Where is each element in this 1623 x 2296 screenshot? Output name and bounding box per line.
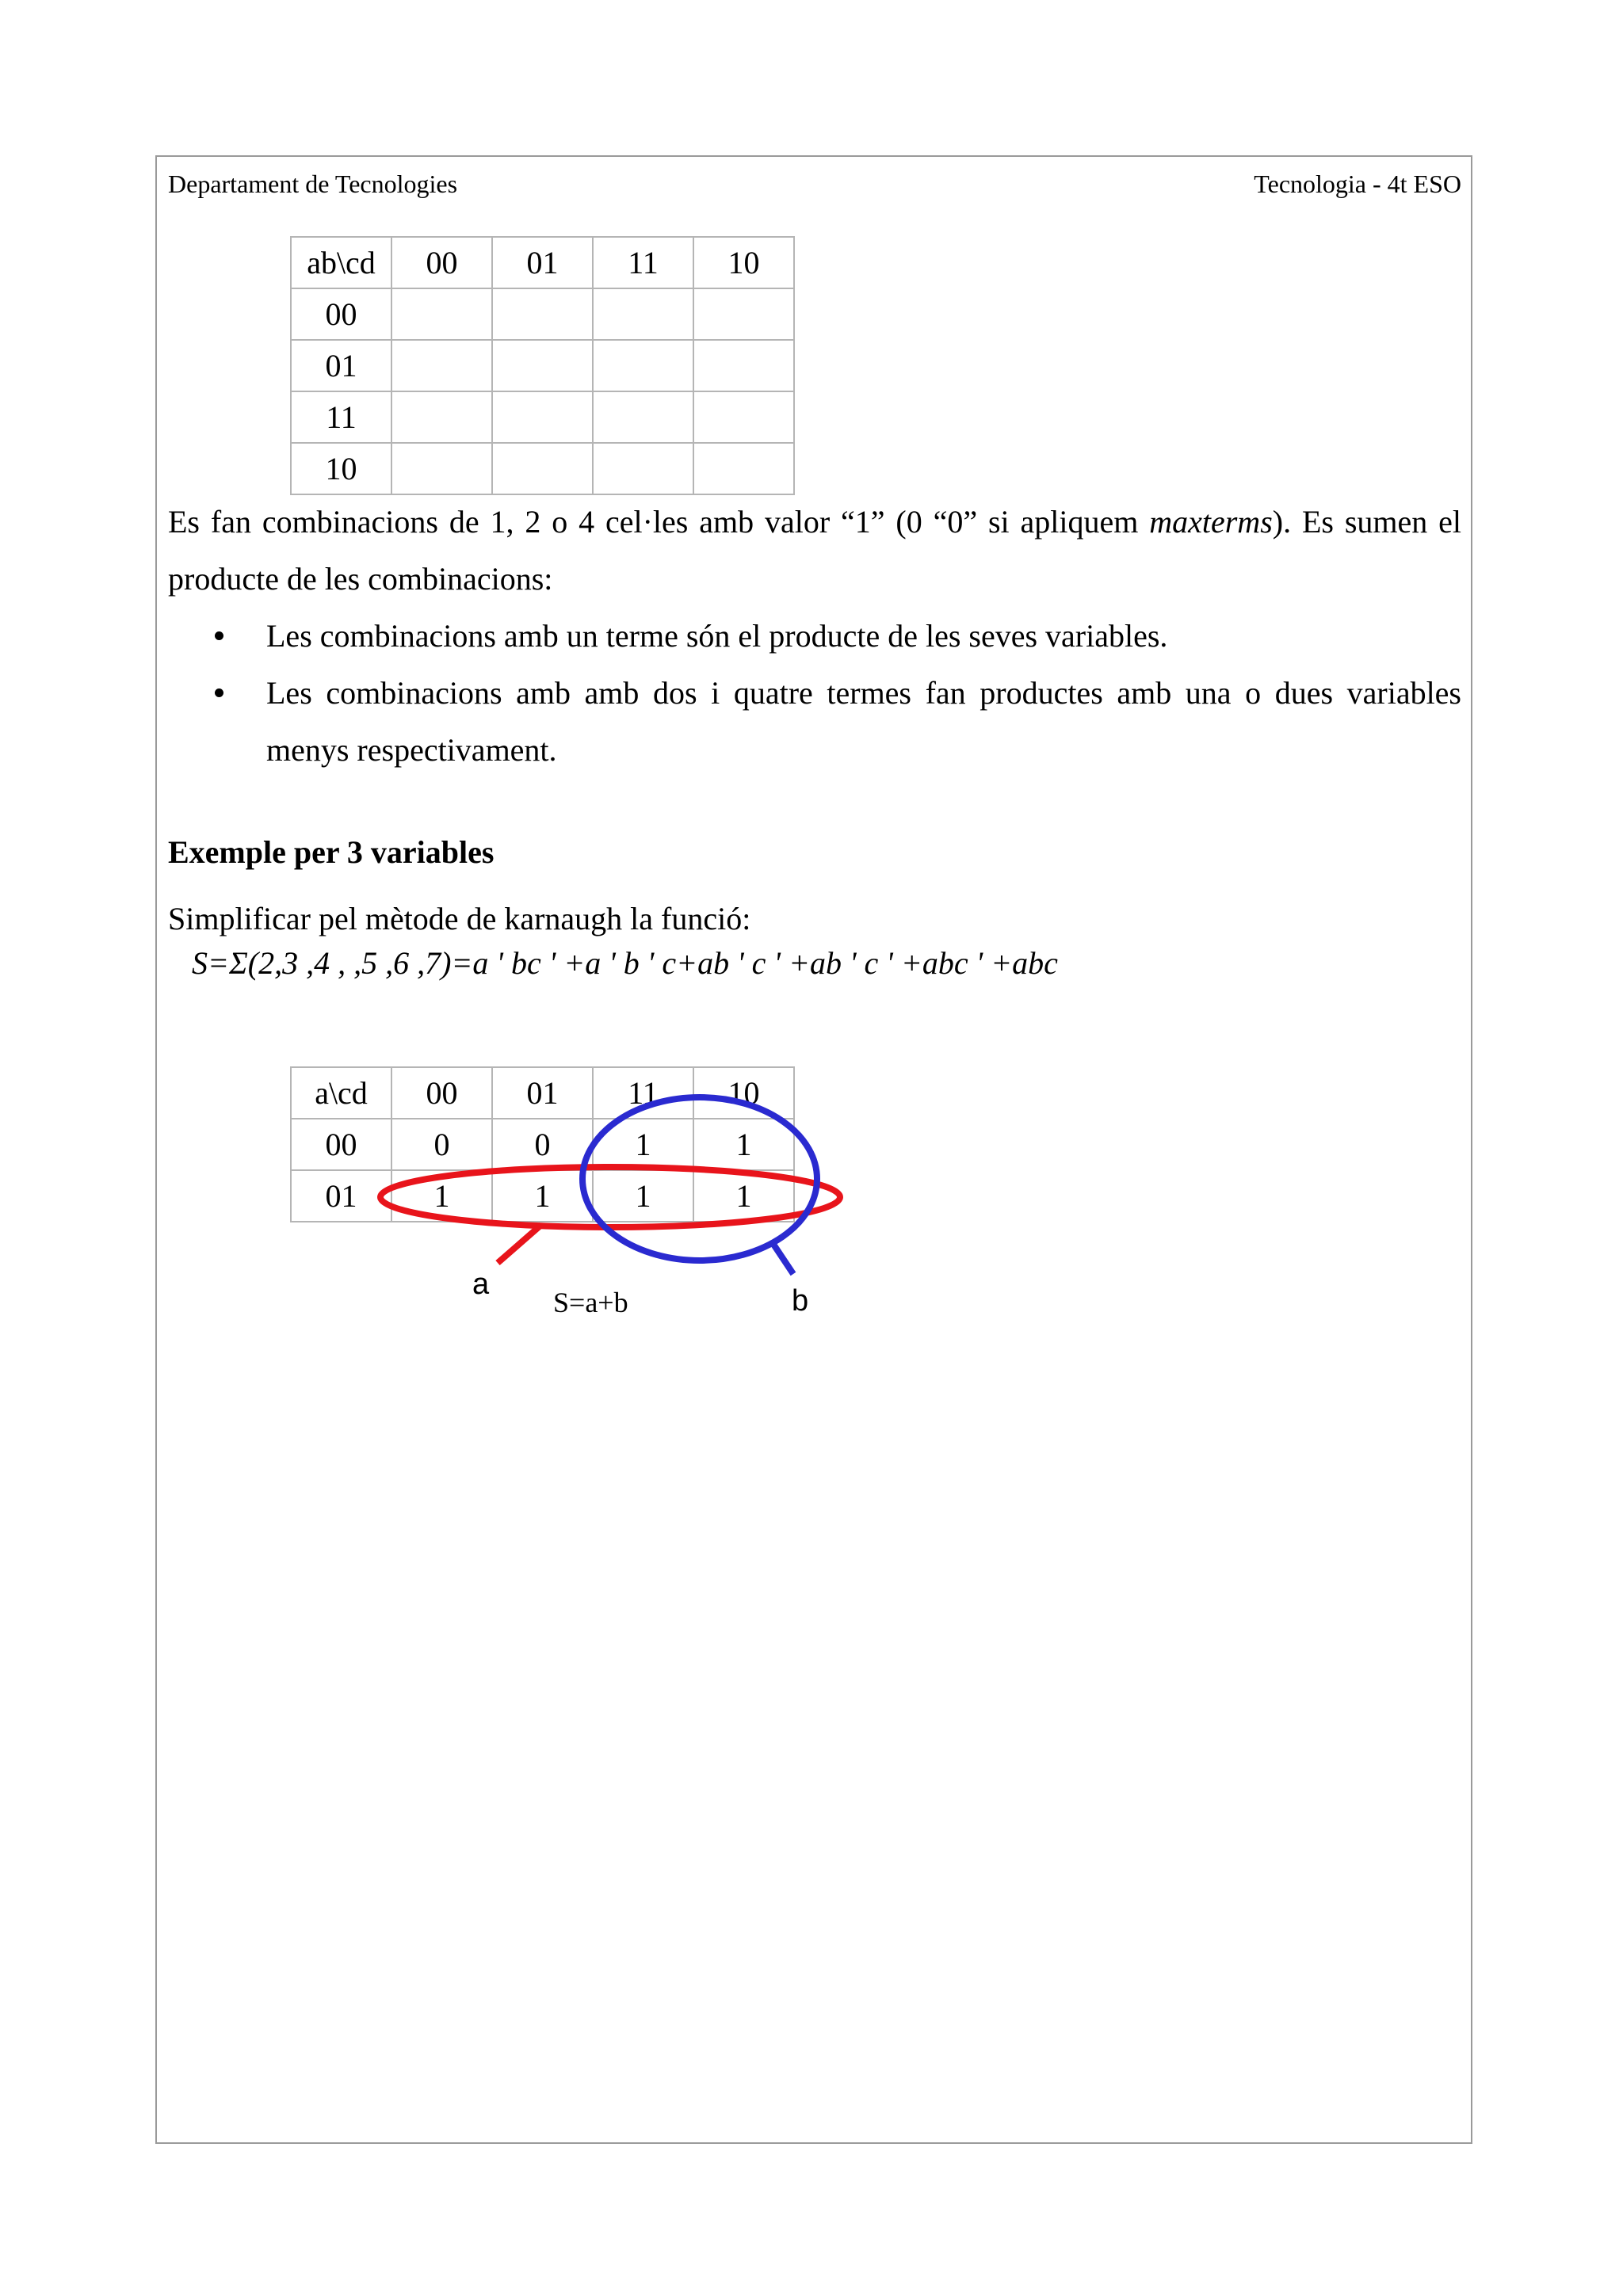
rules-list: [168, 608, 1461, 779]
kmap-row-header: 00: [291, 1119, 391, 1170]
kmap-cell: [693, 443, 794, 494]
kmap-col-header: 10: [693, 1067, 794, 1119]
kmap-cell: [391, 340, 492, 391]
kmap-cell: 1: [593, 1119, 693, 1170]
header-department: Departament de Tecnologies: [168, 170, 458, 198]
kmap-corner-label: a\cd: [291, 1067, 391, 1119]
kmap-example-table: [290, 1066, 795, 1222]
kmap-cell: [693, 340, 794, 391]
table-row: [291, 443, 794, 494]
kmap-cell: 1: [693, 1119, 794, 1170]
kmap-col-header: 11: [593, 1067, 693, 1119]
example-instruction: Simplificar pel mètode de karnaugh la funció:: [168, 901, 751, 936]
kmap-col-header: 10: [693, 237, 794, 288]
kmap-cell: [693, 288, 794, 340]
list-item-text: Les combinacions amb amb dos i quatre termes fan productes amb una o dues variables menys respectivament.: [266, 675, 1461, 768]
kmap-cell: [492, 443, 593, 494]
bullet-icon: [215, 688, 223, 697]
intro-text-end: ). Es sumen el producte de les combinacions:: [168, 504, 1461, 597]
kmap-cell: 0: [492, 1119, 593, 1170]
kmap-cell: [693, 391, 794, 443]
kmap-col-header: 01: [492, 1067, 593, 1119]
kmap-cell: [391, 391, 492, 443]
kmap-row-header: 00: [291, 288, 391, 340]
kmap-cell: [593, 391, 693, 443]
kmap-cell: [492, 340, 593, 391]
kmap-template-table: [290, 236, 795, 495]
table-row: [291, 1119, 794, 1170]
red-group-label: a: [472, 1268, 490, 1301]
intro-text: Es fan combinacions de 1, 2 o 4 cel·les amb valor “1” (0 “0” si apliquem: [168, 504, 1150, 540]
kmap-cell: 1: [693, 1170, 794, 1222]
kmap-cell: 0: [391, 1119, 492, 1170]
table-row: [291, 237, 794, 288]
intro-italic-term: maxterms: [1149, 504, 1273, 540]
section-title: Exemple per 3 variables: [168, 834, 495, 870]
list-item-text: Les combinacions amb un terme són el producte de les seves variables.: [266, 618, 1168, 654]
kmap-cell: [593, 288, 693, 340]
kmap-cell: [492, 288, 593, 340]
simplified-result: S=a+b: [553, 1287, 628, 1318]
table-row: [291, 391, 794, 443]
kmap-cell: [391, 443, 492, 494]
kmap-row-header: 11: [291, 391, 391, 443]
intro-paragraph: [168, 494, 1461, 608]
bullet-icon: [215, 631, 223, 640]
kmap-row-header: 10: [291, 443, 391, 494]
kmap-cell: 1: [593, 1170, 693, 1222]
kmap-cell: 1: [391, 1170, 492, 1222]
kmap-cell: 1: [492, 1170, 593, 1222]
kmap-row-header: 01: [291, 1170, 391, 1222]
boolean-formula: S=Σ(2,3 ,4 , ,5 ,6 ,7)=a ' bc ' +a ' b ' c+ab ' c ' +ab ' c ' +abc ' +abc: [192, 945, 1058, 981]
kmap-col-header: 11: [593, 237, 693, 288]
table-row: [291, 288, 794, 340]
list-item: [168, 608, 1461, 665]
blue-group-label: b: [792, 1284, 809, 1318]
kmap-cell: [492, 391, 593, 443]
table-row: [291, 1170, 794, 1222]
kmap-cell: [593, 443, 693, 494]
kmap-col-header: 00: [391, 237, 492, 288]
table-row: [291, 1067, 794, 1119]
header-course: Tecnologia - 4t ESO: [1254, 170, 1461, 198]
kmap-cell: [391, 288, 492, 340]
kmap-cell: [593, 340, 693, 391]
kmap-corner-label: ab\cd: [291, 237, 391, 288]
kmap-col-header: 01: [492, 237, 593, 288]
kmap-col-header: 00: [391, 1067, 492, 1119]
list-item: [168, 665, 1461, 779]
kmap-row-header: 01: [291, 340, 391, 391]
table-row: [291, 340, 794, 391]
